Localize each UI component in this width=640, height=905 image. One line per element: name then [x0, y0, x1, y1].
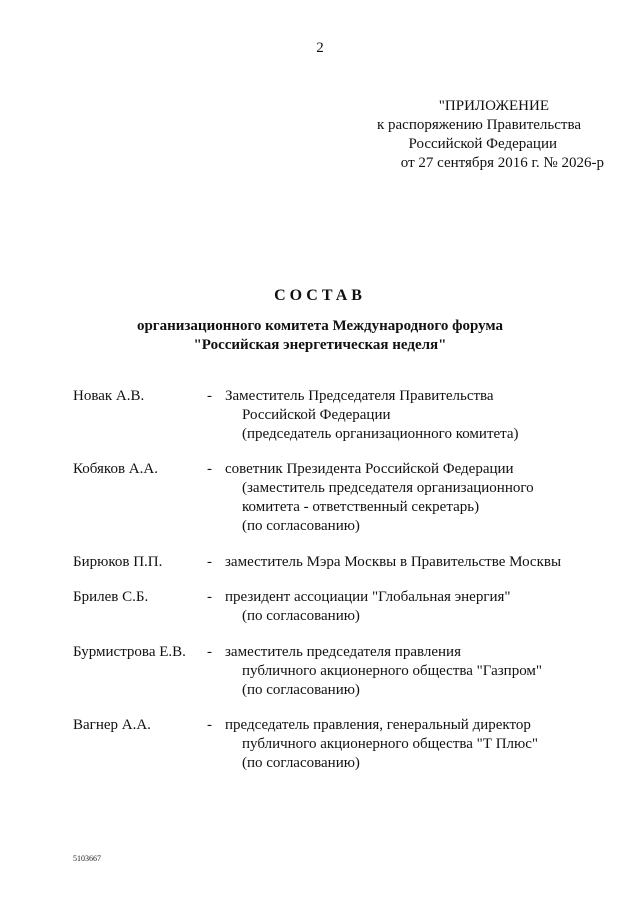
member-row [73, 643, 613, 700]
document-code: 5103667 [73, 854, 101, 863]
member-position-line: (председатель организационного комитета) [242, 426, 519, 442]
member-row [73, 553, 613, 572]
appendix-line: к распоряжению Правительства [376, 117, 581, 133]
member-position-line: Российской Федерации [242, 407, 391, 423]
member-position-line: (по согласованию) [242, 755, 360, 771]
member-name: Вагнер А.А. [73, 717, 151, 733]
member-position-line: (по согласованию) [242, 518, 360, 534]
appendix-block [300, 97, 604, 173]
member-dash: - [207, 589, 212, 605]
member-position-line: публичного акционерного общества "Т Плюс" [242, 736, 539, 752]
member-dash: - [207, 717, 212, 733]
member-description [225, 387, 613, 444]
member-description [225, 588, 613, 626]
member-description [225, 553, 613, 572]
member-position-line: заместитель Мэра Москвы в Правительстве Москвы [225, 554, 562, 570]
subheading-line: организационного комитета Международного форума [136, 318, 504, 334]
member-row [73, 588, 613, 626]
member-description [225, 460, 613, 536]
member-name: Новак А.В. [73, 388, 145, 404]
member-position-line: Заместитель Председателя Правительства [225, 388, 494, 404]
member-position-line: заместитель председателя правления [225, 644, 461, 660]
member-dash: - [207, 644, 212, 660]
member-position-line: советник Президента Российской Федерации [225, 461, 514, 477]
member-dash: - [207, 388, 212, 404]
member-row [73, 387, 613, 444]
member-position-line: (по согласованию) [242, 608, 360, 624]
member-position-line: президент ассоциации "Глобальная энергия" [225, 589, 511, 605]
member-name: Кобяков А.А. [73, 461, 158, 477]
member-row [73, 460, 613, 536]
document-heading: СОСТАВ [274, 287, 366, 304]
appendix-title: "ПРИЛОЖЕНИЕ [438, 98, 549, 114]
member-description [225, 643, 613, 700]
member-position-line: (по согласованию) [242, 682, 360, 698]
member-position-line: председатель правления, генеральный директор [225, 717, 531, 733]
member-list [73, 387, 613, 773]
appendix-line: от 27 сентября 2016 г. № 2026-р [400, 155, 604, 171]
member-name: Брилев С.Б. [73, 589, 149, 605]
member-row [73, 716, 613, 773]
member-dash: - [207, 461, 212, 477]
page-number: 2 [316, 40, 324, 56]
member-dash: - [207, 554, 212, 570]
appendix-line: Российской Федерации [408, 136, 557, 152]
member-name: Бурмистрова Е.В. [73, 644, 186, 660]
member-name: Бирюков П.П. [73, 554, 163, 570]
subheading-line: "Российская энергетическая неделя" [193, 337, 447, 353]
member-position-line: публичного акционерного общества "Газпром" [242, 663, 543, 679]
member-description [225, 716, 613, 773]
member-position-line: комитета - ответственный секретарь) [242, 499, 480, 515]
document-subheading [0, 317, 640, 355]
member-position-line: (заместитель председателя организационного [242, 480, 534, 496]
